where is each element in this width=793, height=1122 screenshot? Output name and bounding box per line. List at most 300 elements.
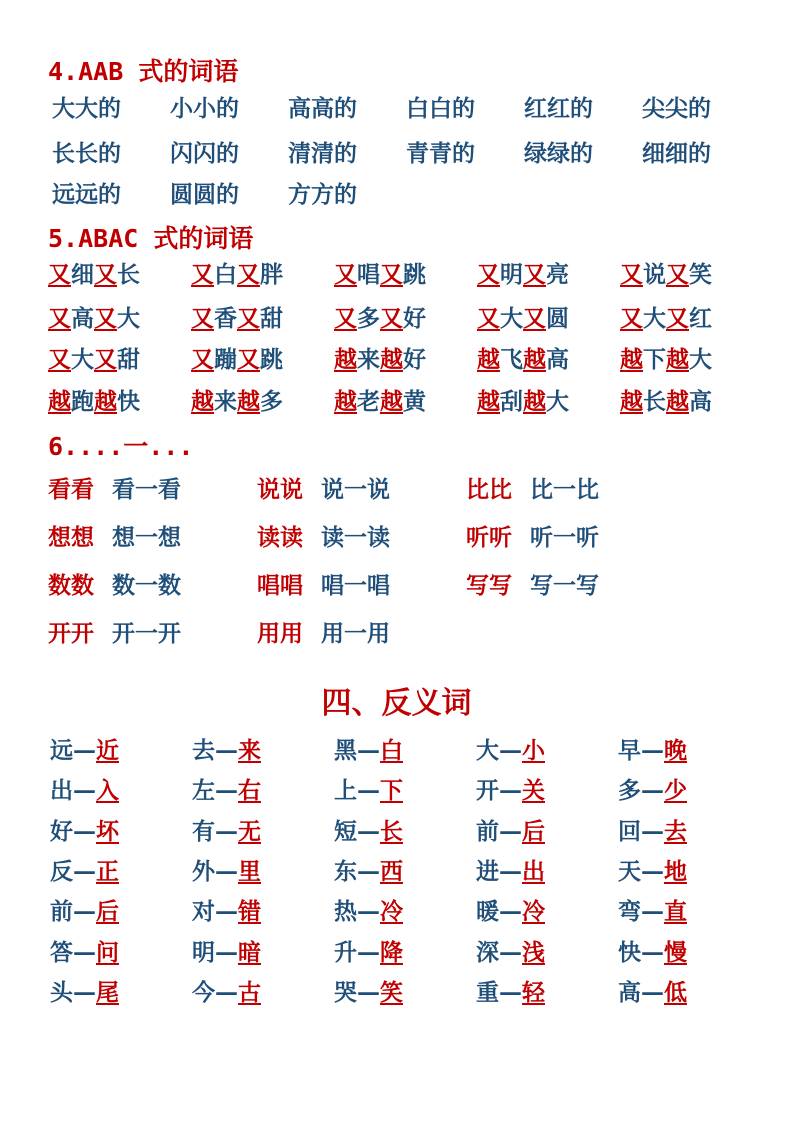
- antonym-word: 好: [50, 818, 73, 845]
- redup-short-form: 比比: [466, 476, 512, 503]
- aab-word: 圆圆的: [170, 181, 239, 208]
- abac-char: 圆: [546, 305, 569, 332]
- antonym-opposite: 少: [664, 777, 687, 804]
- aab-word: 方方的: [288, 181, 357, 208]
- abac-word: [48, 300, 191, 333]
- abac-char: 下: [643, 346, 666, 373]
- aab-word: 闪闪的: [170, 140, 239, 167]
- redup-long-form: 写一写: [530, 572, 599, 599]
- antonym-dash: —: [641, 898, 664, 925]
- abac-key-char: 又: [237, 346, 260, 373]
- abac-char: 刮: [500, 388, 523, 415]
- antonym-dash: —: [357, 777, 380, 804]
- abac-char: 明: [500, 261, 523, 288]
- abac-char: 大: [546, 388, 569, 415]
- antonym-dash: —: [499, 858, 522, 885]
- aab-heading-number: 4.AAB: [48, 57, 124, 86]
- abac-key-char: 越: [380, 388, 403, 415]
- aab-word: 大大的: [52, 95, 121, 122]
- antonym-pair: [334, 974, 476, 1007]
- antonym-opposite: 去: [664, 818, 687, 845]
- redup-row: [48, 567, 675, 600]
- abac-key-char: 越: [620, 346, 643, 373]
- abac-char: 跳: [260, 346, 283, 373]
- antonym-opposite: 降: [380, 939, 403, 966]
- antonym-opposite: 尾: [96, 979, 119, 1006]
- redup-long-form: 想一想: [112, 524, 181, 551]
- antonym-word: 快: [618, 939, 641, 966]
- antonym-word: 弯: [618, 898, 641, 925]
- antonym-opposite: 长: [380, 818, 403, 845]
- abac-char: 高: [546, 346, 569, 373]
- antonym-word: 天: [618, 858, 641, 885]
- redup-short-form: 用用: [257, 620, 303, 647]
- abac-key-char: 又: [477, 305, 500, 332]
- antonym-word: 高: [618, 979, 641, 1006]
- antonym-word: 前: [50, 898, 73, 925]
- redup-pair: [466, 471, 675, 504]
- antonym-dash: —: [499, 898, 522, 925]
- abac-key-char: 又: [477, 261, 500, 288]
- antonym-word: 哭: [334, 979, 357, 1006]
- redup-row: [48, 471, 675, 504]
- abac-word: [191, 341, 334, 374]
- abac-word: [477, 383, 620, 416]
- abac-key-char: 又: [48, 346, 71, 373]
- antonym-pair: [192, 934, 334, 967]
- antonym-word: 开: [476, 777, 499, 804]
- abac-key-char: 又: [191, 305, 214, 332]
- antonym-word: 有: [192, 818, 215, 845]
- antonym-word: 回: [618, 818, 641, 845]
- antonym-dash: —: [73, 858, 96, 885]
- abac-char: 跳: [403, 261, 426, 288]
- abac-char: 说: [643, 261, 666, 288]
- antonym-opposite: 里: [238, 858, 261, 885]
- antonym-word: 暖: [476, 898, 499, 925]
- antonym-row: [50, 934, 760, 967]
- abac-char: 大: [117, 305, 140, 332]
- antonym-word: 深: [476, 939, 499, 966]
- antonym-pair: [192, 853, 334, 886]
- abac-word: [620, 341, 763, 374]
- antonym-opposite: 出: [522, 858, 545, 885]
- aab-word: 细细的: [642, 140, 711, 167]
- redup-long-form: 比一比: [530, 476, 599, 503]
- antonym-opposite: 慢: [664, 939, 687, 966]
- abac-heading-text: 式的词语: [153, 224, 254, 253]
- aab-word: 绿绿的: [524, 140, 593, 167]
- redup-row: [48, 519, 675, 552]
- antonym-word: 头: [50, 979, 73, 1006]
- antonym-pair: [192, 974, 334, 1007]
- antonym-word: 多: [618, 777, 641, 804]
- abac-char: 高: [71, 305, 94, 332]
- antonym-word: 外: [192, 858, 215, 885]
- antonym-dash: —: [499, 737, 522, 764]
- antonym-word: 前: [476, 818, 499, 845]
- abac-word: [48, 383, 191, 416]
- antonym-pair: [334, 853, 476, 886]
- aab-row: [52, 90, 760, 123]
- redup-long-form: 用一用: [321, 620, 390, 647]
- abac-word: [334, 256, 477, 289]
- antonym-word: 升: [334, 939, 357, 966]
- antonym-pair: [50, 813, 192, 846]
- abac-char: 香: [214, 305, 237, 332]
- abac-char: 来: [357, 346, 380, 373]
- antonym-pair: [50, 853, 192, 886]
- antonym-row: [50, 732, 760, 765]
- aab-row: [52, 176, 406, 209]
- abac-char: 亮: [546, 261, 569, 288]
- redup-short-form: 说说: [257, 476, 303, 503]
- antonym-opposite: 轻: [522, 979, 545, 1006]
- antonym-pair: [618, 974, 760, 1007]
- antonym-pair: [334, 732, 476, 765]
- abac-key-char: 又: [523, 261, 546, 288]
- abac-char: 好: [403, 346, 426, 373]
- redup-short-form: 写写: [466, 572, 512, 599]
- abac-word: [477, 341, 620, 374]
- redup-long-form: 听一听: [530, 524, 599, 551]
- antonym-dash: —: [73, 939, 96, 966]
- aab-word: 清清的: [288, 140, 357, 167]
- antonym-dash: —: [215, 818, 238, 845]
- abac-key-char: 又: [191, 261, 214, 288]
- abac-char: 大: [689, 346, 712, 373]
- abac-heading-number: 5.ABAC: [48, 224, 139, 253]
- antonym-pair: [50, 893, 192, 926]
- abac-char: 黄: [403, 388, 426, 415]
- redup-pair: [257, 615, 466, 648]
- abac-char: 蹦: [214, 346, 237, 373]
- abac-key-char: 越: [477, 346, 500, 373]
- abac-word: [620, 300, 763, 333]
- abac-char: 细: [71, 261, 94, 288]
- antonym-opposite: 坏: [96, 818, 119, 845]
- antonym-dash: —: [215, 858, 238, 885]
- antonym-word: 进: [476, 858, 499, 885]
- antonym-word: 热: [334, 898, 357, 925]
- antonym-opposite: 低: [664, 979, 687, 1006]
- abac-key-char: 又: [666, 305, 689, 332]
- abac-key-char: 又: [48, 305, 71, 332]
- antonym-pair: [476, 732, 618, 765]
- abac-key-char: 又: [94, 261, 117, 288]
- antonym-pair: [334, 772, 476, 805]
- antonym-pair: [618, 813, 760, 846]
- abac-key-char: 越: [620, 388, 643, 415]
- antonym-pair: [476, 772, 618, 805]
- abac-char: 多: [357, 305, 380, 332]
- abac-char: 甜: [260, 305, 283, 332]
- abac-word: [334, 300, 477, 333]
- antonym-dash: —: [357, 818, 380, 845]
- abac-key-char: 越: [94, 388, 117, 415]
- antonym-opposite: 右: [238, 777, 261, 804]
- abac-key-char: 又: [620, 261, 643, 288]
- antonym-dash: —: [73, 818, 96, 845]
- antonym-word: 早: [618, 737, 641, 764]
- abac-key-char: 越: [334, 346, 357, 373]
- antonym-dash: —: [641, 979, 664, 1006]
- abac-char: 胖: [260, 261, 283, 288]
- antonym-pair: [192, 732, 334, 765]
- antonym-opposite: 后: [522, 818, 545, 845]
- antonym-pair: [618, 772, 760, 805]
- abac-char: 高: [689, 388, 712, 415]
- antonym-pair: [476, 974, 618, 1007]
- abac-key-char: 越: [237, 388, 260, 415]
- antonym-opposite: 浅: [522, 939, 545, 966]
- antonym-dash: —: [357, 898, 380, 925]
- redup-pair: [257, 567, 466, 600]
- antonym-opposite: 地: [664, 858, 687, 885]
- antonym-opposite: 白: [380, 737, 403, 764]
- aab-word: 青青的: [406, 140, 475, 167]
- aab-word: 远远的: [52, 181, 121, 208]
- antonym-opposite: 直: [664, 898, 687, 925]
- antonym-pair: [50, 934, 192, 967]
- abac-word: [48, 341, 191, 374]
- redup-pair: [48, 567, 257, 600]
- abac-key-char: 又: [666, 261, 689, 288]
- redup-long-form: 唱一唱: [321, 572, 390, 599]
- antonym-dash: —: [73, 979, 96, 1006]
- abac-heading: [48, 219, 253, 255]
- antonym-dash: —: [215, 898, 238, 925]
- redup-pair: [466, 567, 675, 600]
- abac-key-char: 又: [334, 305, 357, 332]
- antonym-pair: [476, 893, 618, 926]
- abac-char: 老: [357, 388, 380, 415]
- antonym-dash: —: [215, 939, 238, 966]
- antonym-pair: [476, 813, 618, 846]
- abac-key-char: 越: [523, 388, 546, 415]
- antonym-dash: —: [215, 979, 238, 1006]
- redup-pair: [48, 519, 257, 552]
- antonym-opposite: 关: [522, 777, 545, 804]
- abac-key-char: 又: [237, 261, 260, 288]
- abac-key-char: 越: [334, 388, 357, 415]
- abac-row: [48, 383, 763, 416]
- antonym-opposite: 冷: [522, 898, 545, 925]
- antonym-opposite: 小: [522, 737, 545, 764]
- aab-word: 高高的: [288, 95, 357, 122]
- aab-word: 尖尖的: [642, 95, 711, 122]
- antonym-dash: —: [73, 898, 96, 925]
- abac-char: 甜: [117, 346, 140, 373]
- redup-pair: [466, 519, 675, 552]
- antonym-pair: [50, 772, 192, 805]
- abac-char: 唱: [357, 261, 380, 288]
- antonym-dash: —: [357, 858, 380, 885]
- antonym-opposite: 晚: [664, 737, 687, 764]
- abac-row: [48, 256, 763, 289]
- antonym-pair: [50, 732, 192, 765]
- antonym-dash: —: [357, 939, 380, 966]
- antonym-pair: [476, 853, 618, 886]
- aab-word: 长长的: [52, 140, 121, 167]
- abac-word: [191, 300, 334, 333]
- antonym-pair: [50, 974, 192, 1007]
- redup-long-form: 开一开: [112, 620, 181, 647]
- abac-key-char: 越: [666, 388, 689, 415]
- redup-long-form: 看一看: [112, 476, 181, 503]
- antonym-opposite: 正: [96, 858, 119, 885]
- abac-char: 白: [214, 261, 237, 288]
- antonym-dash: —: [641, 818, 664, 845]
- antonym-pair: [192, 813, 334, 846]
- antonym-opposite: 近: [96, 737, 119, 764]
- antonym-opposite: 入: [96, 777, 119, 804]
- antonym-word: 黑: [334, 737, 357, 764]
- abac-char: 大: [500, 305, 523, 332]
- antonym-opposite: 来: [238, 737, 261, 764]
- antonym-opposite: 无: [238, 818, 261, 845]
- antonym-dash: —: [641, 737, 664, 764]
- redup-short-form: 开开: [48, 620, 94, 647]
- abac-word: [477, 300, 620, 333]
- redup-short-form: 看看: [48, 476, 94, 503]
- antonym-row: [50, 853, 760, 886]
- redup-short-form: 听听: [466, 524, 512, 551]
- redup-pair: [48, 615, 257, 648]
- antonym-opposite: 错: [238, 898, 261, 925]
- antonym-row: [50, 813, 760, 846]
- antonym-word: 重: [476, 979, 499, 1006]
- antonym-dash: —: [215, 737, 238, 764]
- antonym-opposite: 问: [96, 939, 119, 966]
- antonym-pair: [618, 934, 760, 967]
- abac-word: [191, 383, 334, 416]
- antonym-word: 东: [334, 858, 357, 885]
- antonym-row: [50, 974, 760, 1007]
- abac-word: [477, 256, 620, 289]
- antonym-dash: —: [499, 818, 522, 845]
- abac-key-char: 又: [94, 305, 117, 332]
- antonym-word: 远: [50, 737, 73, 764]
- abac-key-char: 又: [523, 305, 546, 332]
- redup-long-form: 读一读: [321, 524, 390, 551]
- antonym-word: 对: [192, 898, 215, 925]
- redup-long-form: 数一数: [112, 572, 181, 599]
- aab-heading-text: 式的词语: [138, 57, 239, 86]
- abac-key-char: 越: [380, 346, 403, 373]
- redup-pair: [257, 471, 466, 504]
- antonym-word: 今: [192, 979, 215, 1006]
- redup-short-form: 唱唱: [257, 572, 303, 599]
- antonym-word: 答: [50, 939, 73, 966]
- antonym-opposite: 暗: [238, 939, 261, 966]
- abac-key-char: 又: [620, 305, 643, 332]
- antonym-pair: [334, 934, 476, 967]
- abac-char: 红: [689, 305, 712, 332]
- antonym-dash: —: [641, 939, 664, 966]
- antonym-word: 左: [192, 777, 215, 804]
- redup-pair: [48, 471, 257, 504]
- antonym-word: 短: [334, 818, 357, 845]
- abac-key-char: 越: [666, 346, 689, 373]
- aab-word: 小小的: [170, 95, 239, 122]
- antonym-dash: —: [641, 777, 664, 804]
- abac-char: 来: [214, 388, 237, 415]
- abac-word: [48, 256, 191, 289]
- abac-row: [48, 341, 763, 374]
- antonym-dash: —: [357, 979, 380, 1006]
- redup-pair: [257, 519, 466, 552]
- antonym-dash: —: [499, 777, 522, 804]
- abac-char: 快: [117, 388, 140, 415]
- abac-word: [191, 256, 334, 289]
- abac-word: [620, 256, 763, 289]
- antonym-opposite: 古: [238, 979, 261, 1006]
- antonym-dash: —: [499, 979, 522, 1006]
- antonym-opposite: 西: [380, 858, 403, 885]
- antonym-pair: [618, 893, 760, 926]
- abac-key-char: 越: [477, 388, 500, 415]
- abac-key-char: 又: [380, 261, 403, 288]
- redup-heading: 6....一...: [48, 432, 194, 461]
- aab-row: [52, 135, 760, 168]
- abac-char: 多: [260, 388, 283, 415]
- abac-key-char: 又: [191, 346, 214, 373]
- abac-char: 大: [71, 346, 94, 373]
- antonym-row: [50, 893, 760, 926]
- antonym-word: 大: [476, 737, 499, 764]
- abac-word: [334, 341, 477, 374]
- antonym-pair: [618, 853, 760, 886]
- antonym-opposite: 下: [380, 777, 403, 804]
- antonym-word: 明: [192, 939, 215, 966]
- abac-key-char: 又: [380, 305, 403, 332]
- antonym-opposite: 笑: [380, 979, 403, 1006]
- antonym-pair: [476, 934, 618, 967]
- abac-char: 跑: [71, 388, 94, 415]
- redup-short-form: 读读: [257, 524, 303, 551]
- abac-key-char: 又: [334, 261, 357, 288]
- antonym-pair: [192, 893, 334, 926]
- redup-long-form: 说一说: [321, 476, 390, 503]
- antonym-dash: —: [73, 737, 96, 764]
- redup-short-form: 数数: [48, 572, 94, 599]
- abac-key-char: 越: [48, 388, 71, 415]
- antonym-dash: —: [215, 777, 238, 804]
- redup-short-form: 想想: [48, 524, 94, 551]
- abac-key-char: 又: [94, 346, 117, 373]
- redup-row: [48, 615, 466, 648]
- abac-key-char: 又: [48, 261, 71, 288]
- aab-word: 白白的: [406, 95, 475, 122]
- aab-heading: [48, 52, 238, 88]
- abac-row: [48, 300, 763, 333]
- abac-char: 大: [643, 305, 666, 332]
- abac-key-char: 越: [191, 388, 214, 415]
- antonym-word: 上: [334, 777, 357, 804]
- antonym-dash: —: [73, 777, 96, 804]
- antonym-word: 反: [50, 858, 73, 885]
- antonym-opposite: 后: [96, 898, 119, 925]
- abac-word: [334, 383, 477, 416]
- antonyms-title: 四、反义词: [321, 686, 472, 721]
- abac-char: 长: [117, 261, 140, 288]
- antonym-word: 出: [50, 777, 73, 804]
- abac-char: 笑: [689, 261, 712, 288]
- antonym-opposite: 冷: [380, 898, 403, 925]
- abac-word: [620, 383, 763, 416]
- abac-char: 长: [643, 388, 666, 415]
